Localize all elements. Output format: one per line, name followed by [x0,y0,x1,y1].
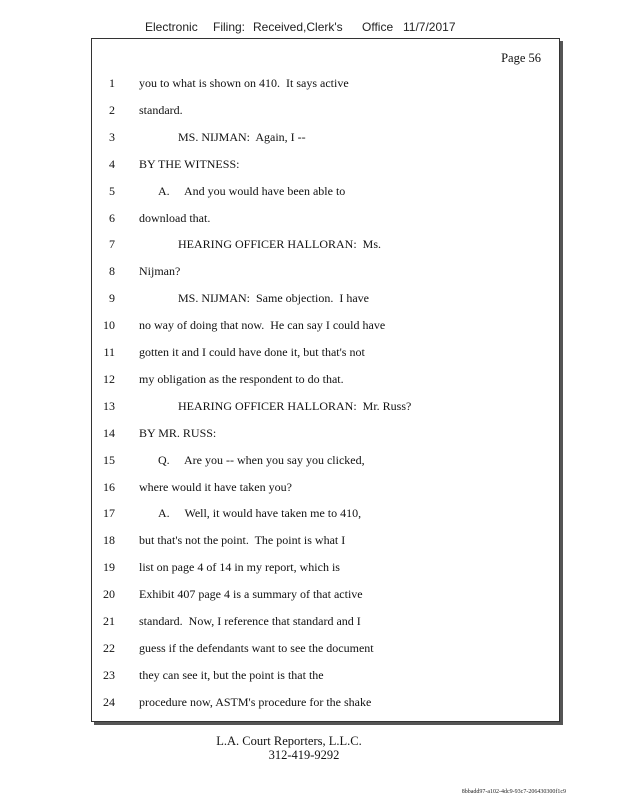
transcript-line [92,450,559,470]
transcript-line [92,611,559,631]
transcript-page [91,38,560,722]
transcript-line [92,127,559,147]
transcript-line [92,692,559,712]
transcript-line [92,477,559,497]
line-text: guess if the defendants want to see the document [139,640,374,655]
line-number: 19 [103,560,115,575]
transcript-line [92,369,559,389]
line-text: BY THE WITNESS: [139,156,240,171]
line-number: 3 [109,129,115,144]
transcript-line [92,315,559,335]
line-number: 21 [103,614,115,628]
line-text: Q. Are you -- when you say you clicked, [158,452,365,467]
transcript-line [92,73,559,93]
transcript-line [92,503,559,523]
line-number: 16 [103,479,115,494]
line-number: 10 [103,318,115,333]
line-number: 20 [103,587,115,602]
filing-header-word: Received,Clerk's [253,20,343,34]
court-reporter-phone: 312-419-9292 [268,748,340,762]
line-number: 24 [103,694,115,709]
line-number: 12 [103,371,115,386]
line-number: 1 [109,76,115,90]
line-text: standard. [139,102,183,117]
transcript-line [92,261,559,281]
line-number: 13 [103,398,115,413]
transcript-line [92,208,559,228]
transcript-line [92,100,559,120]
line-text: they can see it, but the point is that the [139,667,324,682]
line-text: A. And you would have been able to [158,183,346,198]
transcript-line [92,181,559,201]
transcript-line [92,342,559,362]
line-text: you to what is shown on 410. It says active [139,76,349,90]
line-number: 17 [103,506,115,521]
filing-header-word: Electronic [145,20,198,34]
document-id: 8bbadd97-a102-4dc9-93c7-206430300f1c9 [461,789,566,795]
court-reporter-name: L.A. Court Reporters, L.L.C. [216,734,362,748]
line-text: list on page 4 of 14 in my report, which is [139,560,340,575]
line-number: 9 [109,291,115,306]
line-text: HEARING OFFICER HALLORAN: Mr. Russ? [178,398,412,413]
line-text: MS. NIJMAN: Same objection. I have [178,291,369,306]
line-text: A. Well, it would have taken me to 410, [158,506,362,521]
transcript-line [92,154,559,174]
transcript-line [92,288,559,308]
line-number: 14 [103,425,115,440]
line-text: where would it have taken you? [139,479,292,494]
line-text: MS. NIJMAN: Again, I -- [178,129,306,144]
line-text: gotten it and I could have done it, but that's not [139,345,365,359]
line-text: HEARING OFFICER HALLORAN: Ms. [178,237,382,252]
line-text: download that. [139,210,211,225]
transcript-line [92,396,559,416]
filing-header-word: Filing: [213,20,246,34]
line-number: 18 [103,533,115,548]
transcript-line [92,638,559,658]
line-number: 11 [103,345,115,359]
transcript-line [92,557,559,577]
line-number: 23 [103,667,115,682]
line-number: 8 [109,264,115,279]
line-text: Exhibit 407 page 4 is a summary of that active [139,587,363,602]
line-text: no way of doing that now. He can say I could have [139,318,386,333]
transcript-line [92,584,559,604]
line-number: 5 [109,183,115,198]
line-number: 15 [103,452,115,467]
line-text: but that's not the point. The point is what I [139,533,346,548]
line-number: 22 [103,640,115,655]
transcript-line [92,423,559,443]
filing-header-word: Office [362,20,394,34]
line-number: 2 [109,102,115,117]
transcript-line [92,665,559,685]
line-number: 4 [109,156,115,171]
line-text: Nijman? [139,264,181,279]
transcript-line [92,530,559,550]
transcript-line [92,234,559,254]
line-number: 6 [109,210,115,225]
line-text: my obligation as the respondent to do that. [139,371,344,386]
filing-header-word: 11/7/2017 [403,20,456,34]
line-text: standard. Now, I reference that standard and I [139,614,361,628]
line-text: procedure now, ASTM's procedure for the shake [139,694,372,709]
page-number: Page 56 [501,51,541,65]
line-number: 7 [109,237,115,252]
line-text: BY MR. RUSS: [139,425,217,440]
